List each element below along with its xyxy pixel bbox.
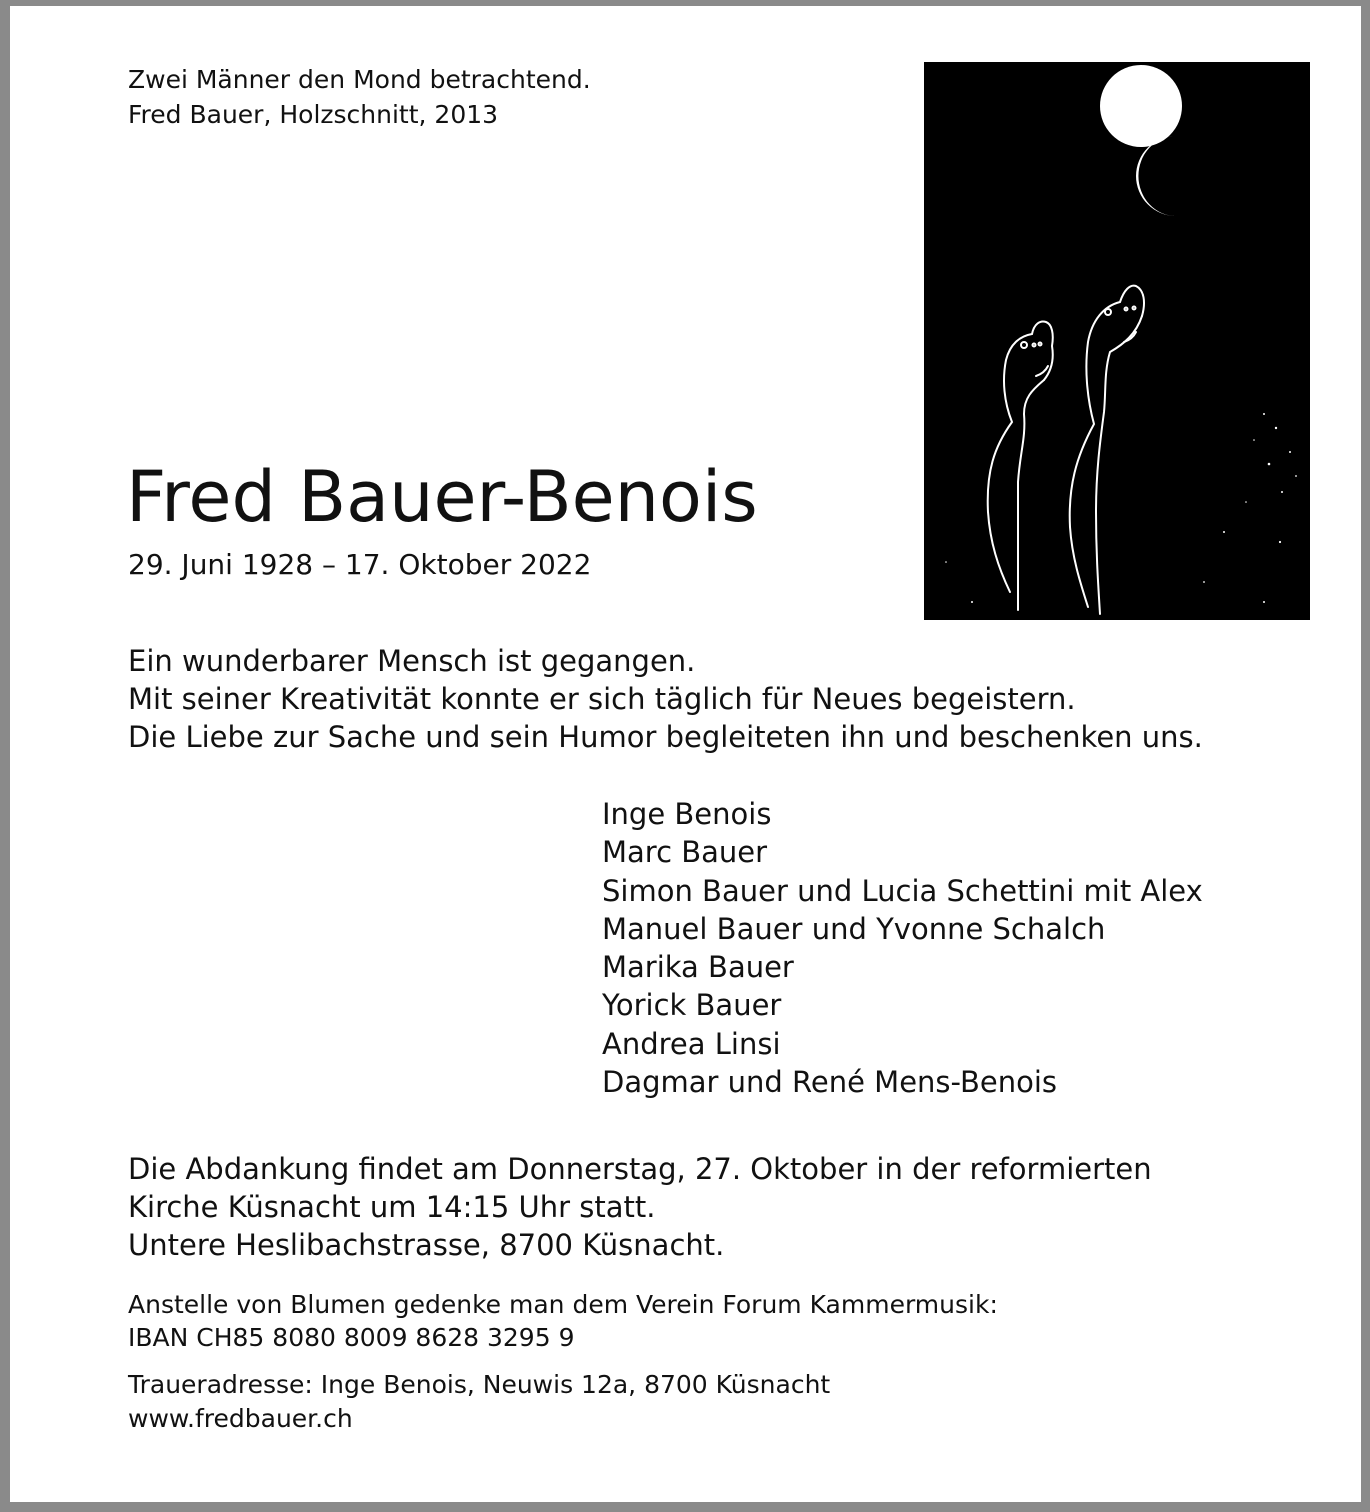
- deceased-name: Fred Bauer-Benois: [126, 456, 758, 538]
- ceremony-address: Untere Heslibachstrasse, 8700 Küsnacht.: [128, 1228, 725, 1262]
- tribute-text: [128, 642, 1203, 756]
- donation-text: Anstelle von Blumen gedenke man dem Verein Forum Kammermusik:: [128, 1290, 998, 1319]
- caption-title: Zwei Männer den Mond betrachtend.: [128, 65, 591, 94]
- mourning-address-line: Traueradresse: Inge Benois, Neuwis 12a, 8700 Küsnacht: [128, 1370, 831, 1399]
- tribute-line: Die Liebe zur Sache und sein Humor begleiteten ihn und beschenken uns.: [128, 720, 1203, 754]
- mourner-name: Marc Bauer: [602, 835, 768, 870]
- ceremony-line: Die Abdankung findet am Donnerstag, 27. Oktober in der reformierten: [128, 1152, 1152, 1186]
- life-dates: 29. Juni 1928 – 17. Oktober 2022: [128, 548, 592, 581]
- tribute-line: Mit seiner Kreativität konnte er sich täglich für Neues begeistern.: [128, 682, 1076, 716]
- mourner-name: Inge Benois: [602, 797, 772, 831]
- donation-notice: [128, 1288, 998, 1354]
- mourner-name: Marika Bauer: [602, 950, 794, 985]
- mourner-name: Yorick Bauer: [602, 988, 782, 1023]
- full-moon-icon: [1100, 65, 1182, 147]
- mourner-name: Simon Bauer und Lucia Schettini mit Alex: [602, 873, 1203, 908]
- mourning-address: [128, 1368, 830, 1436]
- artwork-caption: [128, 62, 591, 132]
- mourner-name: Manuel Bauer und Yvonne Schalch: [602, 911, 1106, 946]
- website-link[interactable]: www.fredbauer.ch: [128, 1404, 353, 1433]
- mourner-name: Andrea Linsi: [602, 1026, 781, 1061]
- woodcut-illustration: [924, 62, 1310, 620]
- ceremony-notice: [128, 1150, 1152, 1264]
- iban: IBAN CH85 8080 8009 8628 3295 9: [128, 1323, 575, 1352]
- ceremony-line: Kirche Küsnacht um 14:15 Uhr statt.: [128, 1190, 656, 1224]
- mourner-name: Dagmar und René Mens-Benois: [602, 1065, 1057, 1100]
- woodcut-background: [924, 62, 1310, 620]
- woodcut-image: [924, 62, 1310, 620]
- mourners-list: [602, 795, 1203, 1101]
- tribute-line: Ein wunderbarer Mensch ist gegangen.: [128, 644, 696, 678]
- caption-credit: Fred Bauer, Holzschnitt, 2013: [128, 100, 499, 129]
